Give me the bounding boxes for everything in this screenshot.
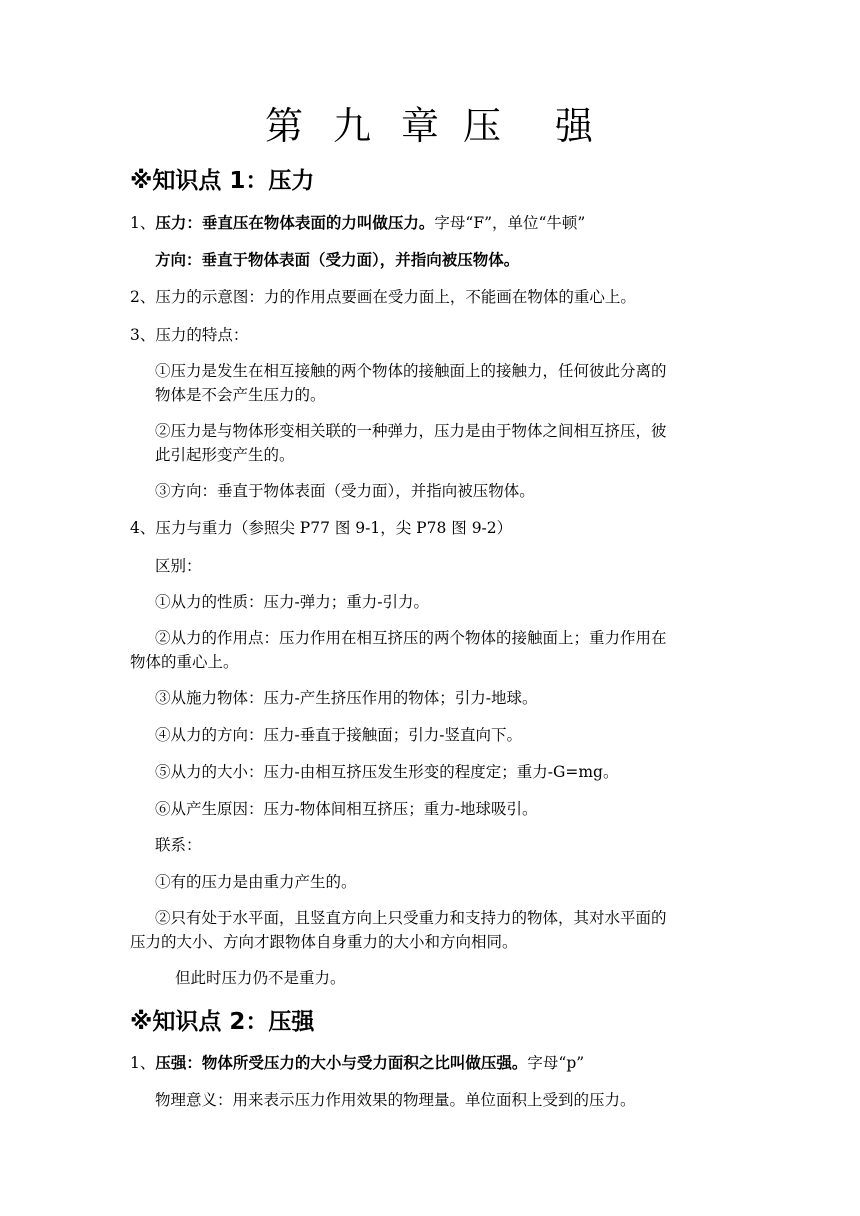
relation-label: 联系： [155,836,202,854]
difference-1: ①从力的性质：压力-弹力；重力-引力。 [155,593,429,611]
difference-5: ⑤从力的大小：压力-由相互挤压发生形变的程度定；重力-G=mg。 [155,763,619,781]
title-char: 章 [400,104,441,148]
feature-3: ③方向：垂直于物体表面（受力面），并指向被压物体。 [155,482,535,500]
difference-6: ⑥从产生原因：压力-物体间相互挤压；重力-地球吸引。 [155,800,538,818]
feature-2-line-2: 此引起形变产生的。 [155,446,295,464]
definition-rest: 字母“F”，单位“牛顿” [434,214,586,232]
pressure-definition [130,1052,584,1074]
item-number: 1、 [130,214,156,232]
title-char: 九 [332,104,373,148]
title-char: 第 [264,104,305,148]
difference-3: ③从施力物体：压力-产生挤压作用的物体；引力-地球。 [155,689,538,707]
section-heading-pressure: ※知识点 2：压强 [130,1009,315,1035]
paragraph-item-2: 2、压力的示意图：力的作用点要画在受力面上，不能画在物体的重心上。 [130,288,636,306]
feature-2-line-1: ②压力是与物体形变相关联的一种弹力，压力是由于物体之间相互挤压，彼 [155,422,667,440]
relation-note: 但此时压力仍不是重力。 [175,969,346,987]
difference-2-line-2: 物体的重心上。 [130,653,239,671]
paragraph-item-1 [130,212,585,234]
definition-rest: 字母“p” [527,1054,585,1072]
definition-text: 压力：垂直压在物体表面的力叫做压力。 [155,214,435,232]
relation-1: ①有的压力是由重力产生的。 [155,873,357,891]
feature-1-line-2: 物体是不会产生压力的。 [155,386,326,404]
definition-text: 压强：物体所受压力的大小与受力面积之比叫做压强。 [155,1054,528,1072]
title-char: 强 [555,104,596,148]
relation-2-line-2: 压力的大小、方向才跟物体自身重力的大小和方向相同。 [130,933,518,951]
pressure-meaning: 物理意义：用来表示压力作用效果的物理量。单位面积上受到的压力。 [155,1091,636,1109]
feature-1-line-1: ①压力是发生在相互接触的两个物体的接触面上的接触力，任何彼此分离的 [155,362,667,380]
section-heading-pressure-force: ※知识点 1：压力 [130,168,315,194]
relation-2-line-1: ②只有处于水平面，且竖直方向上只受重力和支持力的物体，其对水平面的 [155,909,667,927]
title-char: 压 [463,104,504,148]
difference-2-line-1: ②从力的作用点：压力作用在相互挤压的两个物体的接触面上；重力作用在 [155,629,667,647]
item-number: 1、 [130,1054,156,1072]
direction-text: 方向：垂直于物体表面（受力面），并指向被压物体。 [155,251,520,269]
chapter-title [0,100,860,152]
difference-label: 区别： [155,557,202,575]
paragraph-item-3: 3、压力的特点： [130,326,249,344]
paragraph-item-4: 4、压力与重力（参照尖 P77 图 9-1，尖 P78 图 9-2） [130,519,513,537]
difference-4: ④从力的方向：压力-垂直于接触面；引力-竖直向下。 [155,726,522,744]
